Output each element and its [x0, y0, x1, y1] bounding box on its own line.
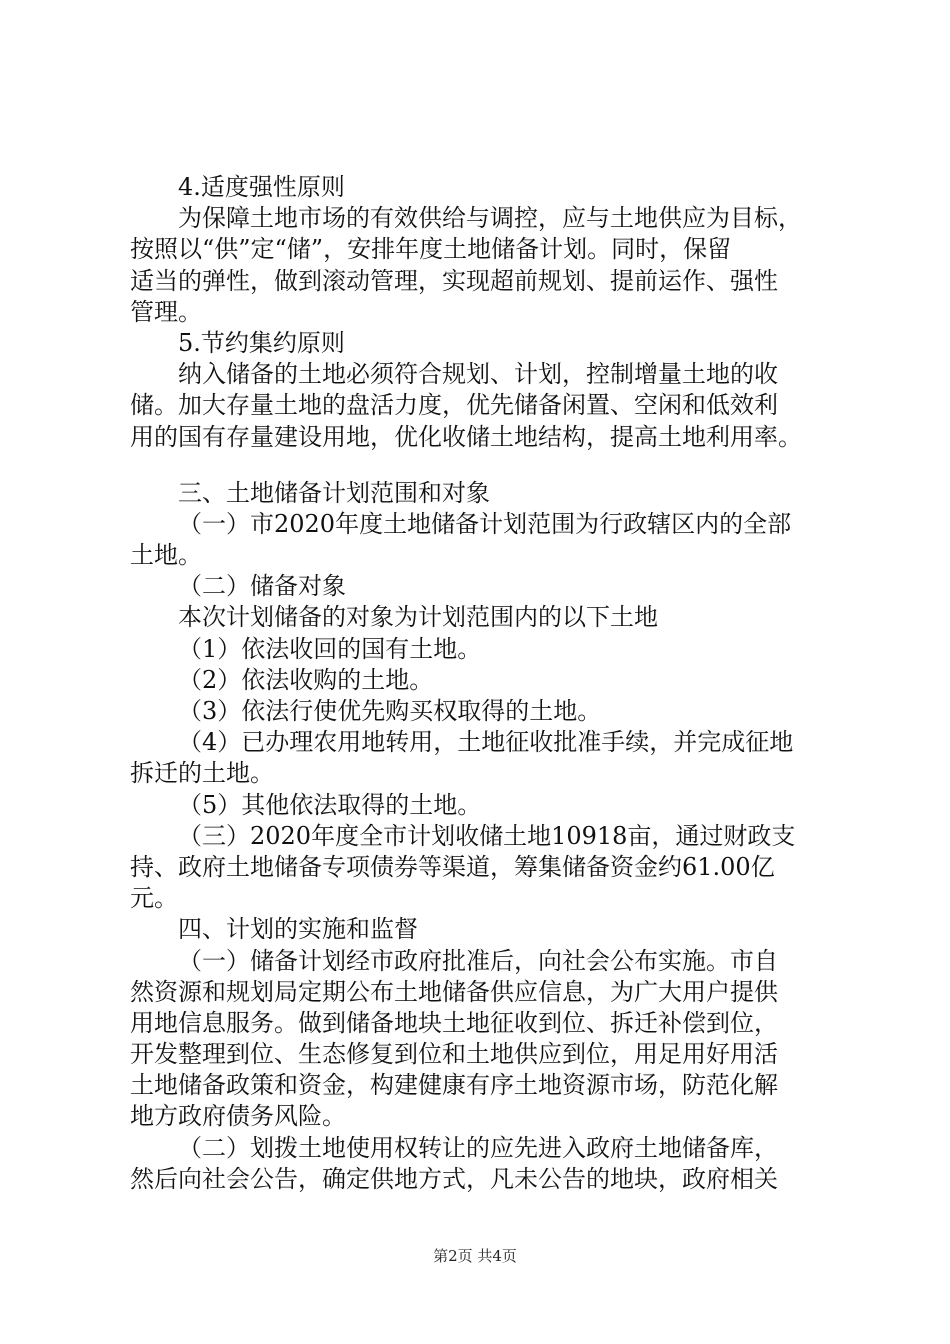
paragraph-line: 用的国有存量建设用地，优化收储土地结构，提高土地利用率。: [130, 422, 802, 451]
paragraph-line: 为保障土地市场的有效供给与调控，应与土地供应为目标，: [178, 204, 802, 233]
paragraph-line: 本次计划储备的对象为计划范围内的以下土地: [178, 603, 658, 632]
paragraph-line: 土地。: [130, 541, 202, 570]
document-body: [130, 172, 842, 1195]
list-item: （2）依法收购的土地。: [178, 665, 434, 694]
section-heading: 三、土地储备计划范围和对象: [178, 478, 490, 507]
paragraph-line: （一）储备计划经市政府批准后，向社会公布实施。市自: [178, 946, 778, 975]
paragraph-line: 适当的弹性，做到滚动管理，实现超前规划、提前运作、强性: [130, 266, 778, 295]
section-heading: 四、计划的实施和监督: [178, 915, 418, 944]
paragraph-line: 储。加大存量土地的盘活力度，优先储备闲置、空闲和低效利: [130, 391, 778, 420]
paragraph-line: 开发整理到位、生态修复到位和土地供应到位，用足用好用活: [130, 1040, 778, 1069]
list-item: （4）已办理农用地转用，土地征收批准手续，并完成征地: [178, 728, 794, 757]
list-item: （1）依法收回的国有土地。: [178, 634, 482, 663]
paragraph-line: 地方政府债务风险。: [130, 1102, 346, 1131]
section-heading: 5.节约集约原则: [178, 328, 345, 357]
paragraph-line: 然资源和规划局定期公布土地储备供应信息，为广大用户提供: [130, 977, 778, 1006]
paragraph-line: 持、政府土地储备专项债券等渠道，筹集储备资金约61.00亿: [130, 852, 775, 881]
list-item: （3）依法行使优先购买权取得的土地。: [178, 697, 602, 725]
paragraph-line: （二）划拨土地使用权转让的应先进入政府土地储备库，: [178, 1133, 778, 1162]
paragraph-line: 用地信息服务。做到储备地块土地征收到位、拆迁补偿到位，: [130, 1008, 778, 1037]
page-footer: 第2页 共4页: [433, 1247, 517, 1265]
paragraph-line: 土地储备政策和资金，构建健康有序土地资源市场，防范化解: [130, 1071, 778, 1100]
subsection-heading: （二）储备对象: [178, 572, 346, 601]
paragraph-line: 管理。: [130, 297, 202, 326]
paragraph-line: （三）2020年度全市计划收储土地10918亩，通过财政支: [178, 821, 796, 850]
section-heading: 4.适度强性原则: [178, 173, 345, 201]
list-item: （5）其他依法取得的土地。: [178, 790, 482, 819]
paragraph-line: （一）市2020年度土地储备计划范围为行政辖区内的全部: [178, 509, 792, 538]
list-item-continuation: 拆迁的土地。: [130, 759, 274, 788]
paragraph-gap: [130, 453, 842, 478]
paragraph-line: 纳入储备的土地必须符合规划、计划，控制增量土地的收: [178, 360, 778, 389]
paragraph-line: 按照以“供”定“储”，安排年度土地储备计划。同时，保留: [130, 235, 732, 264]
paragraph-line: 然后向社会公告，确定供地方式，凡未公告的地块，政府相关: [130, 1164, 778, 1193]
paragraph-line: 元。: [130, 884, 178, 913]
